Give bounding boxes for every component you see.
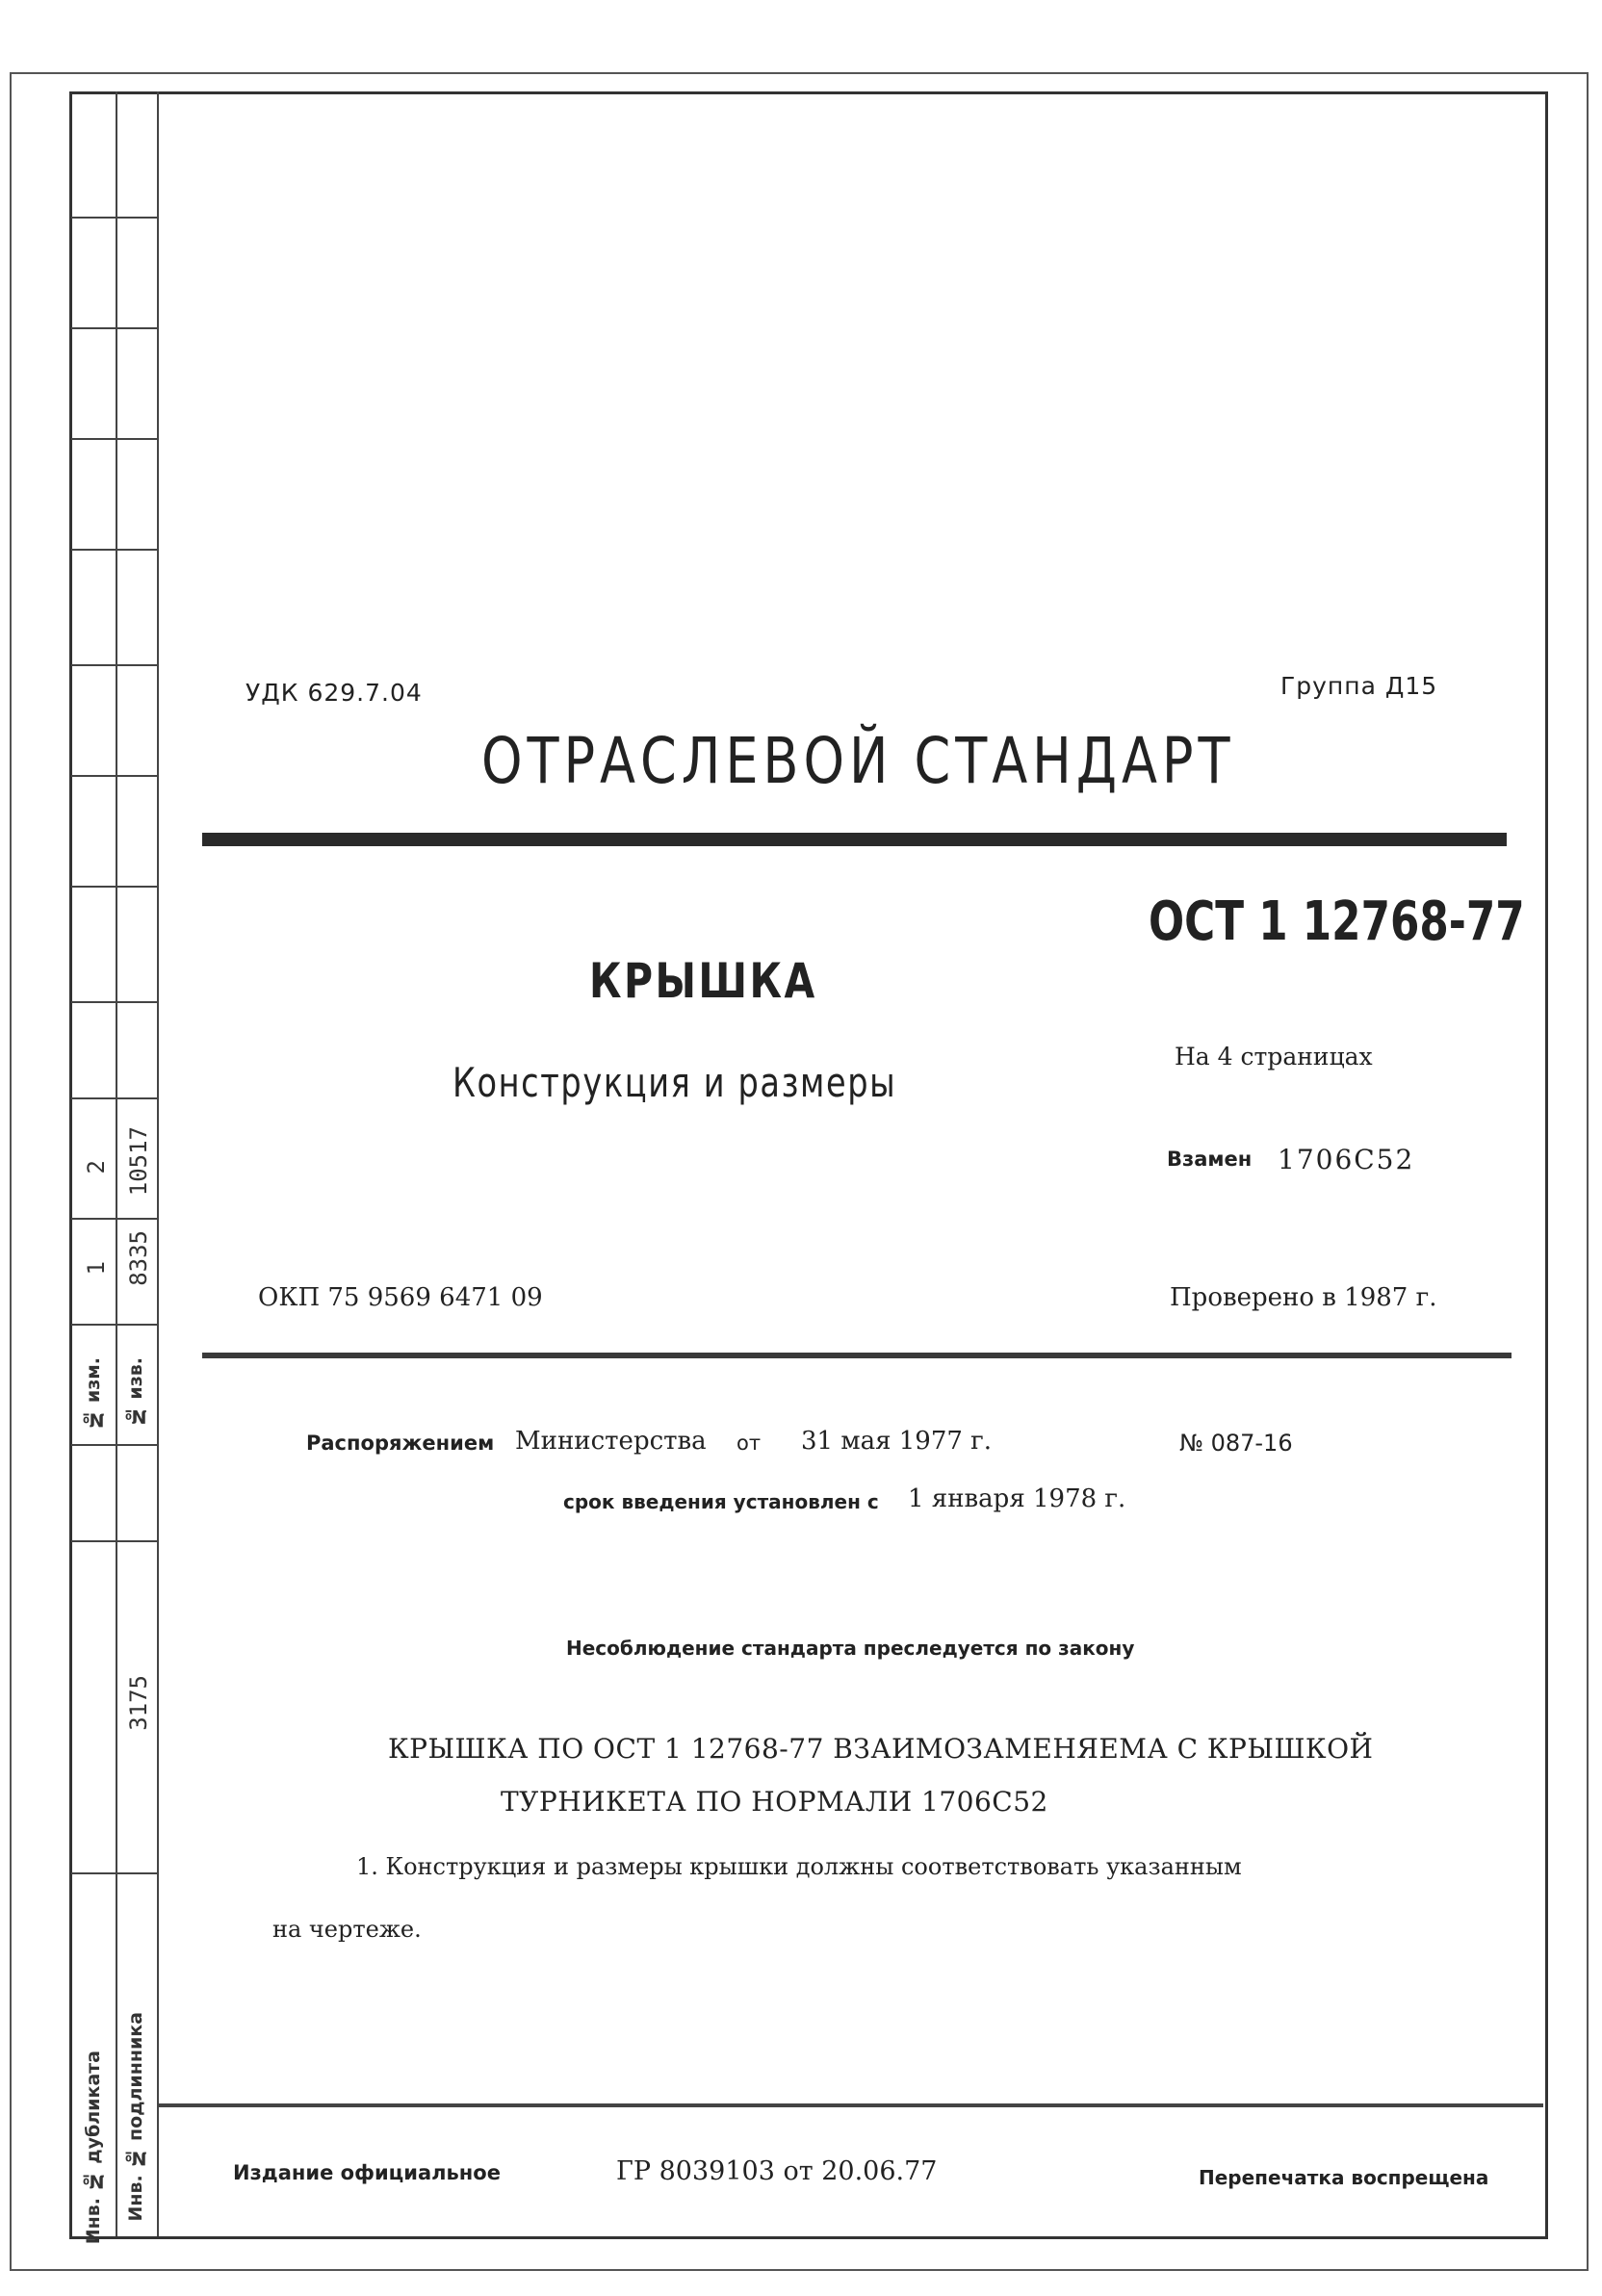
- sidebar-divider-1: [116, 91, 117, 2236]
- sidebar-inv-podl-label: Инв. № подлинника: [125, 2012, 146, 2222]
- okp-code: ОКП 75 9569 6471 09: [258, 1283, 543, 1312]
- footer-reprint: Перепечатка воспрещена: [1199, 2166, 1489, 2189]
- sidebar-izv-1: 8335: [125, 1230, 152, 1286]
- sidebar-grid-line: [71, 217, 158, 219]
- clause-1-line-2: на чертеже.: [272, 1916, 422, 1943]
- sidebar-grid-line: [71, 438, 158, 440]
- sidebar-grid-line: [71, 1872, 158, 1874]
- product-subtitle: Конструкция и размеры: [452, 1059, 897, 1106]
- clause-1-line-1: 1. Конструкция и размеры крышки должны соответствовать указанным: [356, 1853, 1242, 1880]
- heading-rule: [202, 833, 1507, 846]
- standard-type-heading: ОТРАСЛЕВОЙ СТАНДАРТ: [481, 724, 1235, 798]
- legal-notice: Несоблюдение стандарта преследуется по закону: [566, 1637, 1135, 1660]
- sidebar-divider-2: [157, 91, 159, 2236]
- decree-from: от: [736, 1432, 762, 1455]
- checked-year: Проверено в 1987 г.: [1170, 1283, 1437, 1312]
- sidebar-grid-line: [71, 1540, 158, 1542]
- replaces-label: Взамен: [1167, 1148, 1253, 1171]
- product-name: КРЫШКА: [589, 953, 817, 1009]
- effective-label: срок введения установлен с: [563, 1490, 879, 1513]
- interchange-line-2: ТУРНИКЕТА ПО НОРМАЛИ 1706С52: [501, 1786, 1048, 1818]
- udk-code: УДК 629.7.04: [245, 679, 423, 707]
- sidebar-grid-line: [71, 1218, 158, 1220]
- sidebar-grid-line: [71, 664, 158, 666]
- sidebar-grid-line: [71, 327, 158, 329]
- page-count: На 4 страницах: [1175, 1043, 1373, 1071]
- decree-date: 31 мая 1977 г.: [801, 1427, 993, 1456]
- sidebar-grid-line: [71, 1444, 158, 1446]
- sidebar-grid-line: [71, 1001, 158, 1003]
- footer-gr: ГР 8039103 от 20.06.77: [616, 2156, 938, 2186]
- replaces-value: 1706С52: [1278, 1144, 1415, 1175]
- group-code: Группа Д15: [1280, 672, 1438, 700]
- sidebar-izv-label: № изв.: [125, 1357, 146, 1428]
- footer-edition: Издание официальное: [233, 2161, 501, 2184]
- sidebar-grid-line: [71, 775, 158, 777]
- decree-number: № 087-16: [1179, 1430, 1293, 1457]
- sidebar-inv-podl-value: 3175: [125, 1675, 152, 1731]
- sidebar-grid-line: [71, 886, 158, 888]
- effective-date: 1 января 1978 г.: [908, 1484, 1126, 1513]
- sidebar-izm-label: № изм.: [83, 1357, 104, 1431]
- decree-ministry: Министерства: [515, 1427, 707, 1456]
- sidebar-inv-dubl-label: Инв. № дубликата: [83, 2051, 104, 2245]
- title-block-rule: [202, 1353, 1512, 1358]
- sidebar-izm-2: 2: [83, 1160, 110, 1174]
- ost-number: ОСТ 1 12768-77: [1149, 890, 1525, 953]
- sidebar-grid-line: [71, 549, 158, 551]
- interchange-line-1: КРЫШКА ПО ОСТ 1 12768-77 ВЗАИМОЗАМЕНЯЕМА С КРЫШКОЙ: [388, 1733, 1374, 1765]
- sidebar-grid-line: [71, 1324, 158, 1326]
- decree-by-order: Распоряжением: [306, 1432, 495, 1455]
- footer-rule: [157, 2103, 1543, 2107]
- sidebar-grid-line: [71, 1097, 158, 1099]
- sidebar-izm-1: 1: [83, 1261, 110, 1276]
- sidebar-izv-2: 10517: [125, 1126, 152, 1197]
